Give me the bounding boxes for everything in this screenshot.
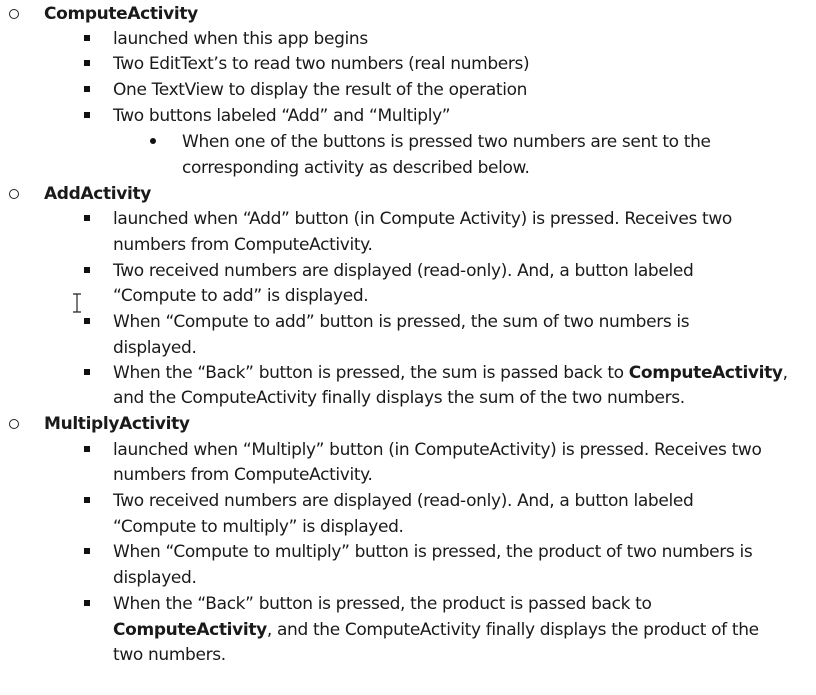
multiply-bullet-4-bold: ComputeActivity — [113, 620, 267, 640]
hollow-circle-bullet-icon — [9, 182, 19, 206]
compute-bullet-2: Two EditText’s to read two numbers (real numbers) — [113, 54, 530, 74]
square-bullet-icon — [84, 78, 90, 102]
multiply-bullet-3-line-1: When “Compute to multiply” button is pressed, the product of two numbers is — [113, 542, 753, 562]
section-title-compute-activity: ComputeActivity — [44, 4, 198, 24]
multiply-bullet-4-line-1: When the “Back” button is pressed, the product is passed back to — [113, 594, 652, 614]
hollow-circle-bullet-icon — [9, 2, 19, 26]
square-bullet-icon — [84, 207, 90, 231]
add-bullet-2-line-1: Two received numbers are displayed (read-only). And, a button labeled — [113, 261, 694, 281]
multiply-bullet-4-line-2 — [113, 618, 759, 642]
add-bullet-4-line-1 — [113, 361, 788, 385]
square-bullet-icon — [84, 489, 90, 513]
hollow-circle-bullet-icon — [9, 412, 19, 436]
square-bullet-icon — [84, 438, 90, 462]
compute-bullet-1: launched when this app begins — [113, 29, 368, 49]
multiply-bullet-3-line-2: displayed. — [113, 568, 197, 588]
text-cursor-icon — [72, 293, 82, 313]
section-title-add-activity: AddActivity — [44, 184, 151, 204]
round-bullet-icon — [150, 130, 156, 154]
add-bullet-4-text: When the “Back” button is pressed, the sum is passed back to — [113, 363, 629, 383]
compute-sub-bullet-line-1: When one of the buttons is pressed two numbers are sent to the — [182, 132, 711, 152]
multiply-bullet-4-line-3: two numbers. — [113, 645, 226, 665]
multiply-bullet-2-line-2: “Compute to multiply” is displayed. — [113, 517, 404, 537]
add-bullet-4-comma: , — [782, 363, 788, 383]
compute-bullet-4: Two buttons labeled “Add” and “Multiply” — [113, 106, 451, 126]
add-bullet-3-line-2: displayed. — [113, 338, 197, 358]
add-bullet-4-line-2: and the ComputeActivity finally displays the sum of the two numbers. — [113, 388, 685, 408]
multiply-bullet-2-line-1: Two received numbers are displayed (read-only). And, a button labeled — [113, 491, 694, 511]
multiply-bullet-1-line-2: numbers from ComputeActivity. — [113, 465, 373, 485]
square-bullet-icon — [84, 259, 90, 283]
square-bullet-icon — [84, 540, 90, 564]
add-bullet-4-bold: ComputeActivity — [628, 363, 783, 383]
compute-bullet-3: One TextView to display the result of the operation — [113, 80, 528, 100]
compute-sub-bullet-line-2: corresponding activity as described below. — [182, 158, 530, 178]
multiply-bullet-4-text: , and the ComputeActivity finally displays the product of the — [266, 620, 759, 640]
add-bullet-2-line-2: “Compute to add” is displayed. — [113, 286, 369, 306]
square-bullet-icon — [84, 592, 90, 616]
square-bullet-icon — [84, 52, 90, 76]
add-bullet-1-line-1: launched when “Add” button (in Compute Activity) is pressed. Receives two — [113, 209, 732, 229]
square-bullet-icon — [84, 27, 90, 51]
add-bullet-1-line-2: numbers from ComputeActivity. — [113, 235, 373, 255]
multiply-bullet-1-line-1: launched when “Multiply” button (in ComputeActivity) is pressed. Receives two — [113, 440, 762, 460]
square-bullet-icon — [84, 310, 90, 334]
square-bullet-icon — [84, 361, 90, 385]
square-bullet-icon — [84, 104, 90, 128]
section-title-multiply-activity: MultiplyActivity — [44, 414, 190, 434]
add-bullet-3-line-1: When “Compute to add” button is pressed, the sum of two numbers is — [113, 312, 690, 332]
